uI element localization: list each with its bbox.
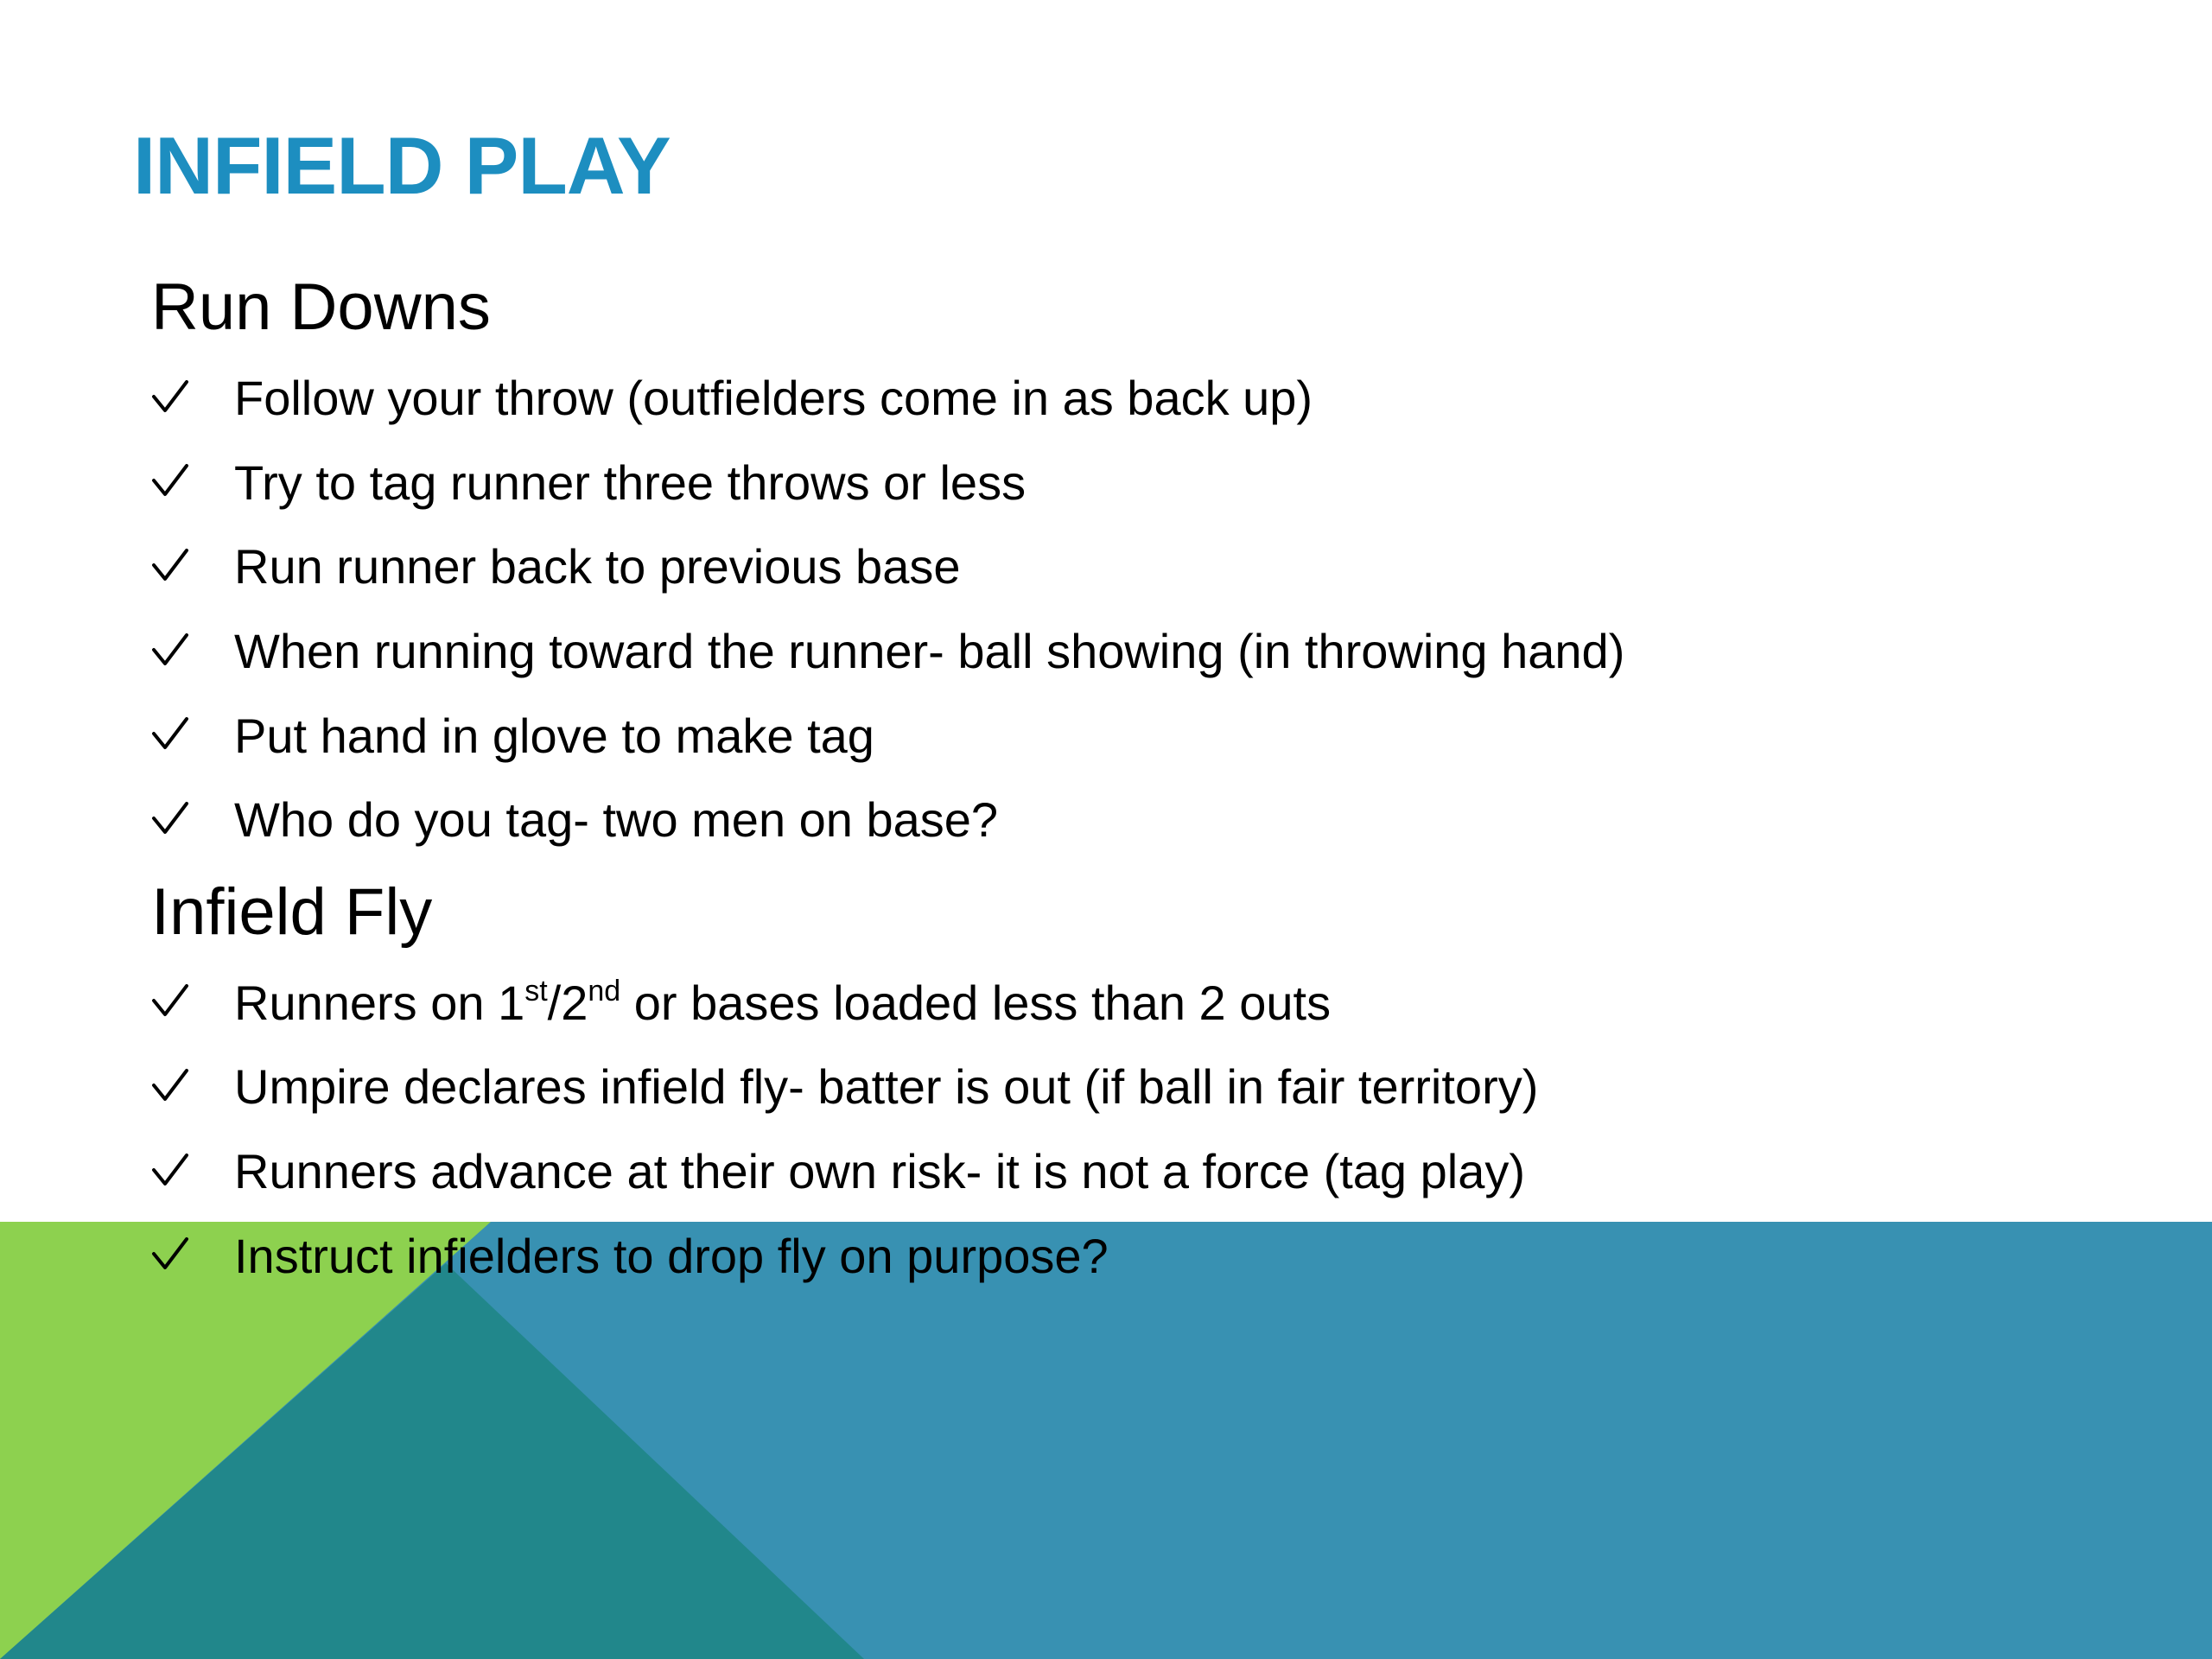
checkmark-icon: [151, 983, 189, 1018]
checkmark-icon: [151, 1153, 189, 1187]
list-item: [151, 1129, 2052, 1214]
slide-title: INFIELD PLAY: [133, 120, 671, 211]
run-downs-list: [151, 356, 2052, 862]
list-item-text: [234, 975, 1331, 1031]
infield-fly-list: [151, 961, 2052, 1298]
checkmark-icon: [151, 548, 189, 582]
list-item: [151, 1045, 2052, 1129]
list-item: [151, 778, 2052, 862]
list-item: [151, 356, 2052, 441]
list-item: [151, 1213, 2052, 1298]
list-item-text: Runners advance at their own risk- it is not a force (tag play): [234, 1144, 1526, 1199]
list-item: [151, 524, 2052, 609]
list-item-text: Run runner back to previous base: [234, 539, 961, 594]
checkmark-icon: [151, 801, 189, 836]
list-item-text: Umpire declares infield fly- batter is out (if ball in fair territory): [234, 1059, 1539, 1115]
section-heading-infield-fly: Infield Fly: [151, 874, 433, 949]
checkmark-icon: [151, 463, 189, 498]
checkmark-icon: [151, 1068, 189, 1103]
checkmark-icon: [151, 379, 189, 414]
list-item-text: Follow your throw (outfielders come in as back up): [234, 371, 1313, 426]
list-item: [151, 441, 2052, 525]
list-item-text: Instruct infielders to drop fly on purpose?: [234, 1228, 1109, 1283]
slide-content: [151, 266, 2052, 1298]
checkmark-icon: [151, 632, 189, 667]
section-heading-run-downs: Run Downs: [151, 270, 491, 344]
checkmark-icon: [151, 716, 189, 751]
text-part: /2: [547, 975, 588, 1030]
list-item: [151, 693, 2052, 778]
ordinal-suffix: nd: [588, 974, 621, 1007]
list-item-text: Put hand in glove to make tag: [234, 708, 874, 763]
checkmark-icon: [151, 1236, 189, 1271]
list-item: [151, 609, 2052, 694]
ordinal-suffix: st: [524, 974, 548, 1007]
list-item: [151, 961, 2052, 1046]
text-part: or bases loaded less than 2 outs: [620, 975, 1332, 1030]
text-part: Runners on 1: [234, 975, 525, 1030]
list-item-text: Try to tag runner three throws or less: [234, 454, 1027, 510]
list-item-text: When running toward the runner- ball showing (in throwing hand): [234, 624, 1625, 679]
list-item-text: Who do you tag- two men on base?: [234, 792, 999, 848]
